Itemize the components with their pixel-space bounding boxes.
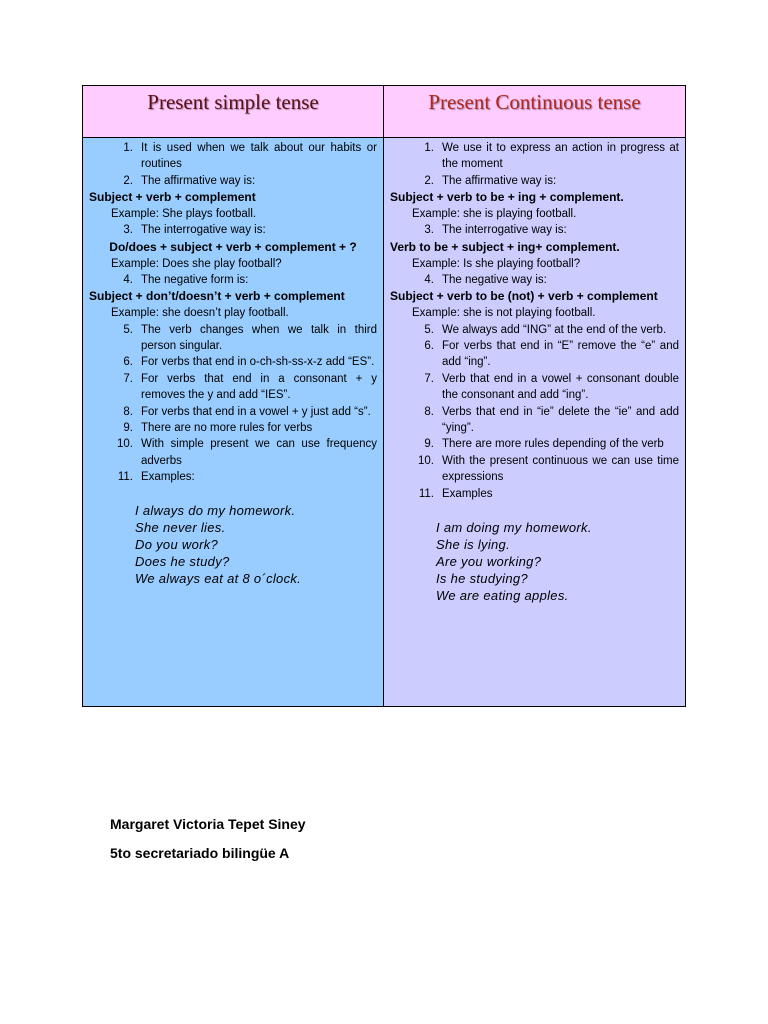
example-sentence: I always do my homework. — [135, 502, 296, 518]
list-item — [390, 222, 679, 238]
list-item — [390, 272, 679, 288]
list-number: 8. — [424, 405, 434, 418]
list-item-text: The interrogative way is: — [141, 224, 266, 237]
list-number: 2. — [123, 174, 133, 187]
list-number: 4. — [123, 274, 133, 287]
list-item-text: The negative way is: — [442, 274, 547, 287]
list-number: 8. — [123, 405, 133, 418]
list-item — [390, 322, 679, 338]
list-item-text: With simple present we can use frequency adverbs — [141, 438, 377, 467]
list-number: 3. — [123, 224, 133, 237]
list-number: 6. — [123, 356, 133, 369]
list-item-text: The negative form is: — [141, 274, 249, 287]
list-number: 9. — [424, 438, 434, 451]
list-item — [89, 140, 377, 173]
tense-comparison-table — [82, 85, 686, 707]
list-item-text: For verbs that end in o-ch-sh-ss-x-z add “ES”. — [141, 356, 375, 369]
example-sentence: Do you work? — [135, 536, 219, 552]
list-item-text: The affirmative way is: — [442, 174, 557, 187]
list-item-text: There are no more rules for verbs — [141, 422, 313, 435]
list-item-text: The verb changes when we talk in third person singular. — [141, 323, 377, 353]
list-number: 7. — [424, 372, 434, 385]
list-item-text: It is used when we talk about our habits or routines — [141, 142, 377, 171]
list-item-text: Verbs that end in “ie” delete the “ie” and add “ying”. — [442, 405, 679, 435]
list-number: 1. — [424, 142, 434, 154]
list-number: 4. — [424, 274, 434, 287]
example-sentence: She is lying. — [436, 537, 510, 553]
example-sentence: Are you working? — [436, 554, 542, 570]
list-item — [89, 371, 377, 404]
list-item-text: Verb that end in a vowel + consonant double the consonant and add “ing”. — [442, 372, 679, 402]
list-item — [89, 354, 377, 370]
formula-line: Subject + verb to be (not) + verb + complement — [390, 289, 658, 304]
example-sentence: She never lies. — [135, 519, 226, 535]
formula-line: Do/does + subject + verb + complement + ? — [109, 239, 357, 254]
example-sentence: We always eat at 8 o´clock. — [135, 570, 302, 586]
list-item — [89, 469, 377, 485]
list-item — [89, 272, 377, 288]
example-line: Example: She plays football. — [111, 208, 257, 221]
present-simple-heading: Present simple tense — [83, 86, 384, 138]
example-line: Example: she doesn’t play football. — [111, 307, 289, 320]
formula-line: Subject + verb to be + ing + complement. — [390, 190, 624, 205]
example-sentence: I am doing my homework. — [436, 520, 592, 536]
example-line: Example: she is not playing football. — [412, 307, 596, 320]
list-item — [390, 404, 679, 437]
example-line: Example: she is playing football. — [412, 208, 577, 221]
example-sentences — [436, 519, 679, 604]
example-sentence: We are eating apples. — [436, 588, 569, 604]
list-number: 7. — [123, 372, 133, 385]
list-number: 3. — [424, 224, 434, 237]
list-item-text: For verbs that end in a consonant + y removes the y and add “IES”. — [141, 372, 377, 402]
list-item — [89, 420, 377, 436]
list-item-text: With the present continuous we can use time expressions — [442, 454, 679, 484]
present-simple-column — [83, 138, 384, 706]
list-item-text: For verbs that end in “E” remove the “e” and add “ing”. — [442, 340, 679, 369]
list-item — [89, 404, 377, 420]
formula-line: Subject + verb + complement — [89, 190, 256, 205]
list-item — [89, 322, 377, 355]
list-item-text: The interrogative way is: — [442, 224, 567, 237]
list-number: 10. — [418, 454, 434, 467]
example-line: Example: Does she play football? — [111, 257, 282, 270]
list-item-text: Examples — [442, 487, 493, 500]
list-number: 5. — [123, 323, 133, 336]
list-item-text: For verbs that end in a vowel + y just add “s”. — [141, 405, 371, 418]
example-line: Example: Is she playing football? — [412, 257, 581, 270]
example-sentences — [135, 502, 377, 587]
list-number: 11. — [117, 471, 133, 484]
example-sentence: Is he studying? — [436, 571, 528, 587]
list-number: 1. — [123, 142, 133, 154]
list-item — [390, 453, 679, 486]
list-item — [89, 222, 377, 238]
list-item — [390, 486, 679, 502]
list-number: 9. — [123, 422, 133, 435]
list-item — [390, 436, 679, 452]
list-number: 10. — [117, 438, 133, 451]
list-number: 5. — [424, 323, 434, 336]
list-item-text: Examples: — [141, 471, 195, 484]
author-name: Margaret Victoria Tepet Siney — [110, 816, 306, 832]
class-info: 5to secretariado bilingüe A — [110, 845, 290, 861]
list-number: 2. — [424, 174, 434, 187]
list-item — [89, 436, 377, 469]
list-item-text: We always add “ING” at the end of the verb. — [442, 323, 667, 336]
list-item — [390, 371, 679, 404]
list-number: 6. — [424, 340, 434, 353]
list-item-text: The affirmative way is: — [141, 174, 256, 187]
present-continuous-heading: Present Continuous tense — [384, 86, 685, 138]
present-continuous-column — [384, 138, 685, 706]
list-item-text: We use it to express an action in progress at the moment — [442, 142, 679, 171]
list-item — [390, 140, 679, 173]
list-item — [89, 173, 377, 189]
formula-line: Verb to be + subject + ing+ complement. — [390, 239, 620, 254]
formula-line: Subject + don’t/doesn’t + verb + complement — [89, 289, 345, 304]
list-number: 11. — [418, 487, 434, 500]
list-item — [390, 173, 679, 189]
list-item — [390, 338, 679, 371]
list-item-text: There are more rules depending of the verb — [442, 438, 664, 451]
example-sentence: Does he study? — [135, 553, 230, 569]
